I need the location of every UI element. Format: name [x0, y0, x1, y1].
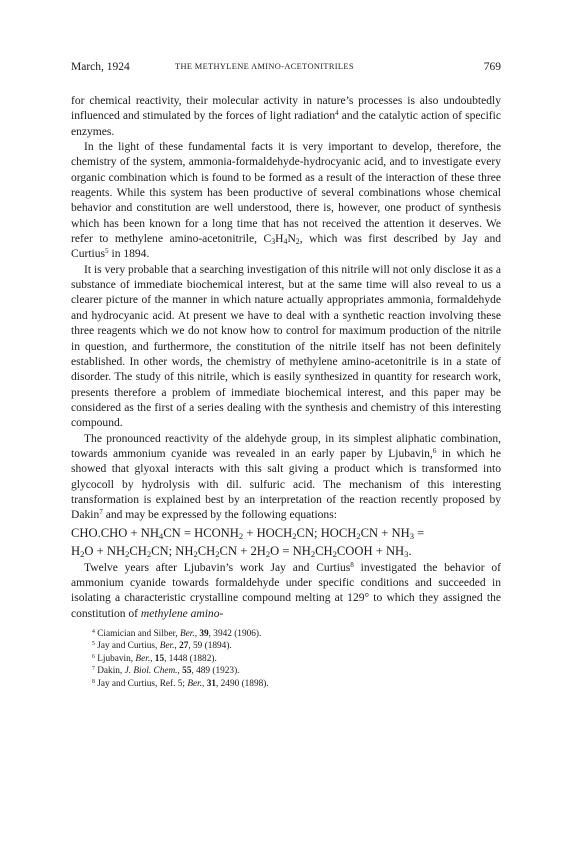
- page-number: 769: [483, 61, 501, 73]
- equation-line: $H_2O + NH_2CH_2CN$; $NH_2CH_2CN + 2H_2O$ = $NH_2CH_2COOH + NH_3$.: [71, 543, 412, 559]
- equation-line: $CHO.CHO + NH_4CN$ = $HCONH_2$ + $HOCH_2CN$; $HOCH_2CN + NH_3$ =: [71, 525, 425, 541]
- header-title: THE METHYLENE AMINO-ACETONITRILES: [175, 62, 354, 71]
- paragraph: Twelve years after Ljubavin’s work Jay and Curtius$^8$ investigated the behavior of ammonium cyanide towards formaldehyde under specific conditions and succeeded in isolating a characteristic crystalline compound melting at 129° to which they assigned the constitution of methylene amino-: [71, 560, 501, 620]
- footnote: $^7$ Dakin, J. Biol. Chem., 55, 489 (1923).: [92, 666, 240, 677]
- article-body: [71, 94, 501, 622]
- running-header: [71, 61, 501, 77]
- journal-page: [71, 61, 501, 690]
- paragraph: for chemical reactivity, their molecular activity in nature’s processes is also undoubtedly influenced and stimulated by the forces of light radiation$^4$ and the catalytic action of specific enzymes.: [71, 95, 501, 138]
- paragraph: The pronounced reactivity of the aldehyde group, in its simplest aliphatic combination, towards ammonium cyanide was revealed in an early paper by Ljubavin,$^6$ in which he showed that glyoxal interacts with this salt giving a product which is transformed into glycocoll by hydrolysis with dil. sulfuric acid. The mechanism of this interesting transformation is explained best by an interpretation of the reaction recently proposed by Dakin$^7$ and may be expressed by the following equations:: [71, 432, 501, 522]
- footnote: $^8$ Jay and Curtius, Ref. 5; Ber., 31, 2490 (1898).: [92, 678, 269, 689]
- header-date: March, 1924: [71, 61, 130, 73]
- footnote: $^6$ Ljubavin, Ber., 15, 1448 (1882).: [92, 653, 217, 664]
- paragraph: It is very probable that a searching investigation of this nitrile will not only disclose it as a substance of immediate biochemical interest, but at the same time will also reveal to us a clearer picture of the manner in which nature actually appropriates ammonia, formaldehyde and hydrocyanic acid. At present we have to deal with a synthetic reaction involving these three reagents which we do not know how to control for maximum production of the nitrile in question, and furthermore, the constitution of the nitrile itself has not been definitely established. In other words, the chemistry of methylene amino-acetonitrile is in a state of disorder. The study of this nitrile, which is easily synthesized in quantity for research work, presents therefore a problem of immediate biochemical interest, and this paper may be considered as the first of a series dealing with the synthesis and chemistry of this interesting compound.: [71, 263, 501, 430]
- footnote: $^4$ Ciamician and Silber, Ber., 39, 3942 (1906).: [92, 628, 262, 639]
- paragraph: In the light of these fundamental facts it is very important to develop, therefore, the chemistry of the system, ammonia-formaldehyde-hydrocyanic acid, and to investigate every organic combination which is found to be formed as a result of the interaction of these three reagents. While this system has been productive of several combinations whose chemical behavior and constitution are well understood, there is, however, one product of synthesis which has been known for a long time that has not received the attention it deserves. We refer to methylene amino-acetonitrile, $C_3H_4N_2$, which was first described by Jay and Curtius$^5$ in 1894.: [71, 141, 501, 261]
- footnotes: [92, 628, 501, 690]
- footnote: $^5$ Jay and Curtius, Ber., 27, 59 (1894).: [92, 641, 232, 652]
